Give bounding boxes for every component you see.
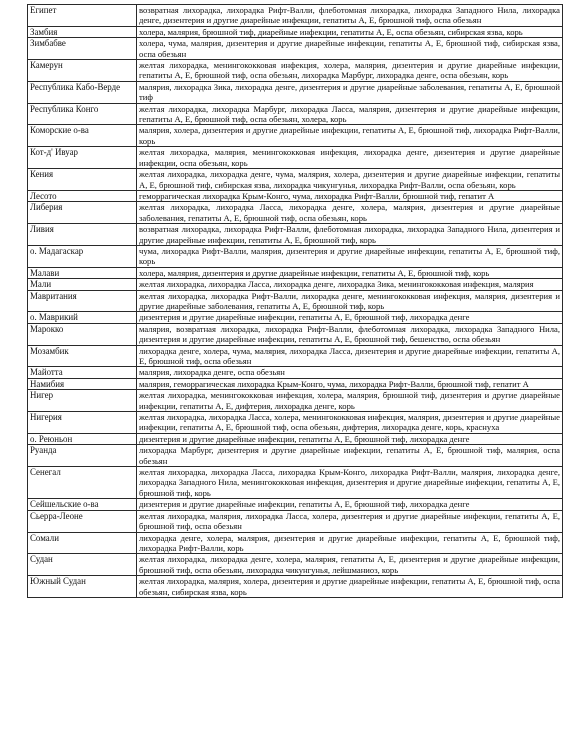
diseases-cell: малярия, лихорадка Зика, лихорадка денге, дизентерия и другие диарейные заболевания, гепатиты А, Е, брюшной тиф bbox=[137, 81, 563, 103]
country-cell: Коморские о-ва bbox=[28, 125, 137, 147]
country-cell: Малави bbox=[28, 267, 137, 278]
table-row bbox=[28, 323, 563, 345]
table-row bbox=[28, 290, 563, 312]
diseases-cell: желтая лихорадка, малярия, холера, дизентерия и другие диарейные инфекции, гепатиты А, Е, брюшной тиф, оспа обезьян, сибирская язва, корь bbox=[137, 576, 563, 598]
diseases-cell: желтая лихорадка, лихорадка Ласса, холера, менингококковая инфекция, малярия, дизентерия и другие диарейные инфекции, гепатиты А, Е, брюшной тиф, оспа обезьян, дифтерия, лихорадка денге, корь, краснуха bbox=[137, 412, 563, 434]
table-row bbox=[28, 367, 563, 378]
table-row bbox=[28, 26, 563, 37]
diseases-cell: желтая лихорадка, лихорадка Ласса, лихорадка денге, лихорадка Зика, менингококковая инфекция, малярия bbox=[137, 279, 563, 290]
diseases-cell: желтая лихорадка, менингококковая инфекция, холера, малярия, брюшной тиф, дизентерия и другие диарейные инфекции, гепатиты А, Е, дифтерия, лихорадка денге, корь bbox=[137, 390, 563, 412]
table-row bbox=[28, 279, 563, 290]
diseases-cell: холера, малярия, брюшной тиф, диарейные инфекции, гепатиты А, Е, оспа обезьян, сибирская язва, корь bbox=[137, 26, 563, 37]
diseases-cell: желтая лихорадка, лихорадка Марбург, лихорадка Ласса, малярия, дизентерия и другие диарейные инфекции, гепатиты А, Е, брюшной тиф, оспа обезьян, холера, корь bbox=[137, 103, 563, 125]
table-row bbox=[28, 190, 563, 201]
table-body bbox=[28, 5, 563, 598]
diseases-cell: желтая лихорадка, лихорадка Рифт-Валли, лихорадка денге, менингококковая инфекция, малярия, дизентерия и другие диарейные заболевания, гепатиты А, Е, брюшной тиф, корь bbox=[137, 290, 563, 312]
table-row bbox=[28, 103, 563, 125]
diseases-cell: желтая лихорадка, лихорадка Ласса, лихорадка денге, холера, малярия, дизентерия и другие диарейные заболевания, гепатиты А, Е, брюшной тиф, оспа обезьян, корь bbox=[137, 202, 563, 224]
country-cell: Замбия bbox=[28, 26, 137, 37]
table-row bbox=[28, 378, 563, 389]
diseases-cell: геморрагическая лихорадка Крым-Конго, чума, лихорадка Рифт-Валли, брюшной тиф, гепатит А bbox=[137, 190, 563, 201]
diseases-cell: лихорадка денге, холера, малярия, дизентерия и другие диарейные инфекции, гепатиты А, Е, брюшной тиф, лихорадка Рифт-Валли, корь bbox=[137, 532, 563, 554]
table-row bbox=[28, 554, 563, 576]
diseases-cell: желтая лихорадка, лихорадка денге, холера, малярия, гепатиты А, Е, дизентерия и другие диарейные инфекции, брюшной тиф, оспа обезьян, лихорадка чикунгунья, лейшманиоз, корь bbox=[137, 554, 563, 576]
diseases-cell: возвратная лихорадка, лихорадка Рифт-Валли, флеботомная лихорадка, лихорадка Западного Нила, лихорадка денге, дизентерия и другие диарейные инфекции, гепатиты А, Е, брюшной тиф, оспа обезьян bbox=[137, 5, 563, 27]
country-cell: Нигер bbox=[28, 390, 137, 412]
country-cell: Намибия bbox=[28, 378, 137, 389]
table-row bbox=[28, 169, 563, 191]
diseases-cell: желтая лихорадка, малярия, менингококковая инфекция, лихорадка денге, дизентерия и другие диарейные инфекции, оспа обезьян, корь bbox=[137, 147, 563, 169]
country-cell: Египет bbox=[28, 5, 137, 27]
table-row bbox=[28, 467, 563, 499]
table-row bbox=[28, 433, 563, 444]
country-cell: Марокко bbox=[28, 323, 137, 345]
country-cell: Либерия bbox=[28, 202, 137, 224]
country-cell: Нигерия bbox=[28, 412, 137, 434]
country-cell: Южный Судан bbox=[28, 576, 137, 598]
table-row bbox=[28, 510, 563, 532]
table-row bbox=[28, 60, 563, 82]
country-cell: Сейшельские о-ва bbox=[28, 499, 137, 510]
table-row bbox=[28, 245, 563, 267]
country-cell: Мозамбик bbox=[28, 345, 137, 367]
table-row bbox=[28, 224, 563, 246]
table-row bbox=[28, 147, 563, 169]
diseases-cell: чума, лихорадка Рифт-Валли, малярия, дизентерия и другие диарейные инфекции, гепатиты А, Е, брюшной тиф, корь bbox=[137, 245, 563, 267]
country-cell: Зимбабве bbox=[28, 38, 137, 60]
diseases-cell: лихорадка денге, холера, чума, малярия, лихорадка Ласса, дизентерия и другие диарейные инфекции, гепатиты А, Е, брюшной тиф, оспа обезьян bbox=[137, 345, 563, 367]
diseases-cell: малярия, возвратная лихорадка, лихорадка Рифт-Валли, флеботомная лихорадка, лихорадка Западного Нила, дизентерия и другие диарейные инфекции, гепатиты А, Е, брюшной тиф, бешенство, оспа обезьян bbox=[137, 323, 563, 345]
diseases-cell: желтая лихорадка, малярия, лихорадка Ласса, холера, дизентерия и другие диарейные инфекции, гепатиты А, Е, брюшной тиф, оспа обезьян bbox=[137, 510, 563, 532]
diseases-cell: холера, чума, малярия, дизентерия и другие диарейные инфекции, гепатиты А, Е, брюшной тиф, сибирская язва, оспа обезьян bbox=[137, 38, 563, 60]
table-row bbox=[28, 412, 563, 434]
country-cell: Лесото bbox=[28, 190, 137, 201]
country-cell: Кот-д' Ивуар bbox=[28, 147, 137, 169]
country-cell: о. Маврикий bbox=[28, 312, 137, 323]
diseases-cell: лихорадка Марбург, дизентерия и другие диарейные инфекции, гепатиты А, Е, брюшной тиф, малярия, оспа обезьян bbox=[137, 445, 563, 467]
table-row bbox=[28, 38, 563, 60]
table-row bbox=[28, 390, 563, 412]
diseases-cell: дизентерия и другие диарейные инфекции, гепатиты А, Е, брюшной тиф, лихорадка денге bbox=[137, 433, 563, 444]
disease-table bbox=[27, 4, 563, 598]
table-row bbox=[28, 5, 563, 27]
country-cell: Мали bbox=[28, 279, 137, 290]
table-row bbox=[28, 345, 563, 367]
diseases-cell: дизентерия и другие диарейные инфекции, гепатиты А, Е, брюшной тиф, лихорадка денге bbox=[137, 499, 563, 510]
country-cell: Сомали bbox=[28, 532, 137, 554]
country-cell: о. Реюньон bbox=[28, 433, 137, 444]
diseases-cell: желтая лихорадка, лихорадка денге, чума, малярия, холера, дизентерия и другие диарейные инфекции, гепатиты А, Е, брюшной тиф, сибирская язва, лихорадка чикунгунья, лихорадка Рифт-Валли, оспа обезьян, корь bbox=[137, 169, 563, 191]
table-row bbox=[28, 125, 563, 147]
table-row bbox=[28, 312, 563, 323]
country-cell: Руанда bbox=[28, 445, 137, 467]
table-row bbox=[28, 445, 563, 467]
country-cell: о. Мадагаскар bbox=[28, 245, 137, 267]
diseases-cell: возвратная лихорадка, лихорадка Рифт-Валли, флеботомная лихорадка, лихорадка Западного Нила, дизентерия и другие диарейные инфекции, гепатиты А, Е, брюшной тиф, корь bbox=[137, 224, 563, 246]
country-cell: Сенегал bbox=[28, 467, 137, 499]
table-row bbox=[28, 202, 563, 224]
diseases-cell: малярия, лихорадка денге, оспа обезьян bbox=[137, 367, 563, 378]
table-row bbox=[28, 81, 563, 103]
table-row bbox=[28, 267, 563, 278]
diseases-cell: малярия, холера, дизентерия и другие диарейные инфекции, гепатиты А, Е, брюшной тиф, лихорадка Рифт-Валли, корь bbox=[137, 125, 563, 147]
country-cell: Сьерра-Леоне bbox=[28, 510, 137, 532]
country-cell: Камерун bbox=[28, 60, 137, 82]
diseases-cell: малярия, геморрагическая лихорадка Крым-Конго, чума, лихорадка Рифт-Валли, брюшной тиф, гепатит А bbox=[137, 378, 563, 389]
table-row bbox=[28, 576, 563, 598]
country-cell: Республика Конго bbox=[28, 103, 137, 125]
country-cell: Судан bbox=[28, 554, 137, 576]
table-row bbox=[28, 532, 563, 554]
diseases-cell: желтая лихорадка, менингококковая инфекция, холера, малярия, дизентерия и другие диарейные инфекции, гепатиты А, Е, брюшной тиф, оспа обезьян, лихорадка Марбург, лихорадка денге, оспа обезьян, корь bbox=[137, 60, 563, 82]
diseases-cell: дизентерия и другие диарейные инфекции, гепатиты А, Е, брюшной тиф, лихорадка денге bbox=[137, 312, 563, 323]
country-cell: Кения bbox=[28, 169, 137, 191]
diseases-cell: холера, малярия, дизентерия и другие диарейные инфекции, гепатиты А, Е, брюшной тиф, корь bbox=[137, 267, 563, 278]
table-row bbox=[28, 499, 563, 510]
country-cell: Республика Кабо-Верде bbox=[28, 81, 137, 103]
diseases-cell: желтая лихорадка, лихорадка Ласса, лихорадка Крым-Конго, лихорадка Рифт-Валли, малярия, лихорадка денге, лихорадка Западного Нила, менингококковая инфекция, дизентерия и другие диарейные инфекции, гепатиты А, Е, брюшной тиф, корь bbox=[137, 467, 563, 499]
country-cell: Майотта bbox=[28, 367, 137, 378]
country-cell: Мавритания bbox=[28, 290, 137, 312]
country-cell: Ливия bbox=[28, 224, 137, 246]
